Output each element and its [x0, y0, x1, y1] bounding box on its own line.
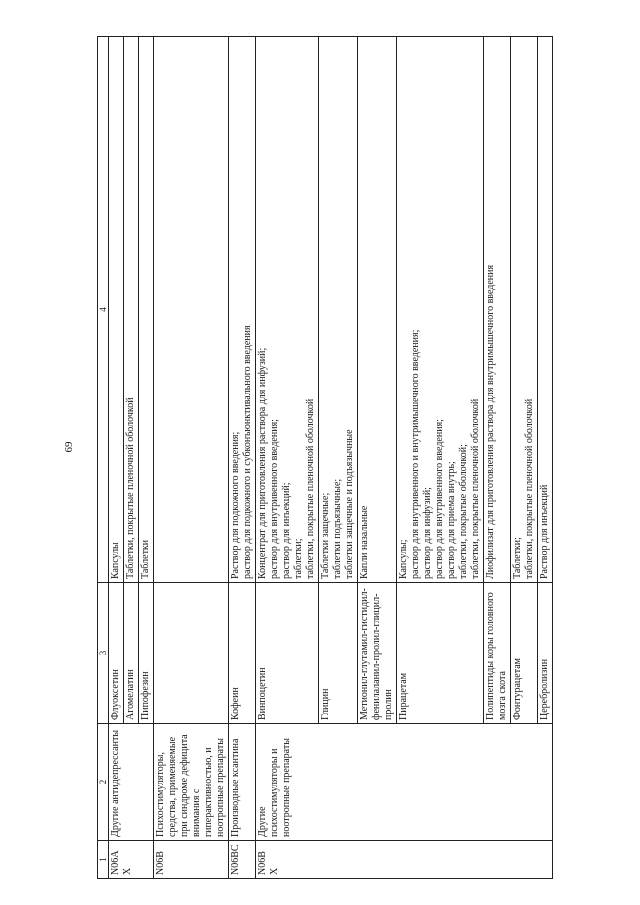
table-row — [154, 37, 229, 879]
group-name: Другие антидепрессанты — [109, 724, 154, 841]
drug-name: Глицин — [319, 583, 358, 724]
dosage-form: таблетки, покрытые оболочкой; — [458, 444, 469, 579]
atc-code: N06BX — [256, 841, 553, 879]
page-number: 69 — [63, 441, 75, 453]
drug-name: Винпоцетин — [256, 583, 319, 724]
dosage-form: Таблетки защечные; — [320, 492, 331, 579]
dosage-form: Таблетки; — [512, 537, 523, 579]
dosage-form: таблетки защечные и подъязычные — [344, 429, 355, 579]
drug-name — [154, 583, 229, 724]
header-col-4: 4 — [98, 37, 109, 583]
table-row — [229, 37, 256, 879]
dosage-form: Капсулы — [110, 542, 121, 579]
dosage-form: Концентрат для приготовления раствора для инфузий; — [257, 347, 268, 579]
dosage-forms — [358, 37, 397, 583]
dosage-forms — [256, 37, 319, 583]
drug-name: Агомелатин — [124, 583, 139, 724]
header-col-2: 2 — [98, 724, 109, 841]
dosage-form: раствор для инфузий; — [422, 487, 433, 579]
atc-code: N06BC — [229, 841, 256, 879]
dosage-form: Таблетки — [140, 539, 151, 579]
drug-name: Церебролизин — [538, 583, 553, 724]
dosage-form: таблетки, покрытые пленочной оболочкой — [470, 398, 481, 579]
dosage-form: Раствор для подкожного введения; — [230, 431, 241, 579]
header-col-1: 1 — [98, 841, 109, 879]
table-header-row — [98, 37, 109, 879]
dosage-forms — [397, 37, 484, 583]
dosage-forms — [139, 37, 154, 583]
drug-name: Пирацетам — [397, 583, 484, 724]
drug-name: Метионил-глутамил-гистидил-фенилаланил-пролил-глицил-пролин — [358, 583, 397, 724]
dosage-form: таблетки, покрытые пленочной оболочкой — [305, 398, 316, 579]
table-row — [109, 37, 124, 879]
dosage-form: раствор для инъекций; — [281, 482, 292, 579]
dosage-forms — [124, 37, 139, 583]
dosage-form: Капли назальные — [359, 505, 370, 579]
dosage-form: раствор для подкожного и субконъюнктивального введения — [242, 325, 253, 579]
dosage-form: Таблетки, покрытые пленочной оболочкой — [125, 397, 136, 579]
dosage-form: таблетки; — [293, 538, 304, 579]
group-name: Психостимуляторы, средства, применяемые при синдроме дефицита внимания с гиперактивностью, и ноотропные препараты — [154, 724, 229, 841]
drug-name: Полипептиды коры головного мозга скота — [484, 583, 511, 724]
dosage-form: Капсулы; — [398, 539, 409, 579]
drug-name: Пипофезин — [139, 583, 154, 724]
drug-name: Фонтурацетам — [511, 583, 538, 724]
table-row — [256, 37, 319, 879]
dosage-forms — [109, 37, 124, 583]
group-name: Производные ксантина — [229, 724, 256, 841]
dosage-forms — [319, 37, 358, 583]
dosage-form: Раствор для инъекций — [539, 484, 550, 579]
atc-code: N06B — [154, 841, 229, 879]
atc-code: N06AX — [109, 841, 154, 879]
dosage-forms — [484, 37, 511, 583]
dosage-form: раствор для внутривенного введения; — [269, 419, 280, 579]
dosage-form: таблетки, покрытые пленочной оболочкой — [524, 398, 535, 579]
dosage-form: таблетки подъязычные; — [332, 478, 343, 579]
header-col-3: 3 — [98, 583, 109, 724]
drug-name: Кофеин — [229, 583, 256, 724]
group-name: Другие психостимуляторы и ноотропные препараты — [256, 724, 553, 841]
dosage-form: раствор для внутривенного и внутримышечного введения; — [410, 329, 421, 579]
dosage-form: раствор для внутривенного введения; — [434, 419, 445, 579]
drug-table — [97, 36, 553, 879]
drug-name: Флуоксетин — [109, 583, 124, 724]
dosage-forms — [538, 37, 553, 583]
dosage-forms — [229, 37, 256, 583]
dosage-forms — [511, 37, 538, 583]
rotated-table-wrapper — [97, 36, 599, 879]
dosage-forms — [154, 37, 229, 583]
dosage-form: раствор для приема внутрь; — [446, 461, 457, 579]
dosage-form: Лиофилизат для приготовления раствора для внутримышечного введения — [485, 264, 496, 579]
